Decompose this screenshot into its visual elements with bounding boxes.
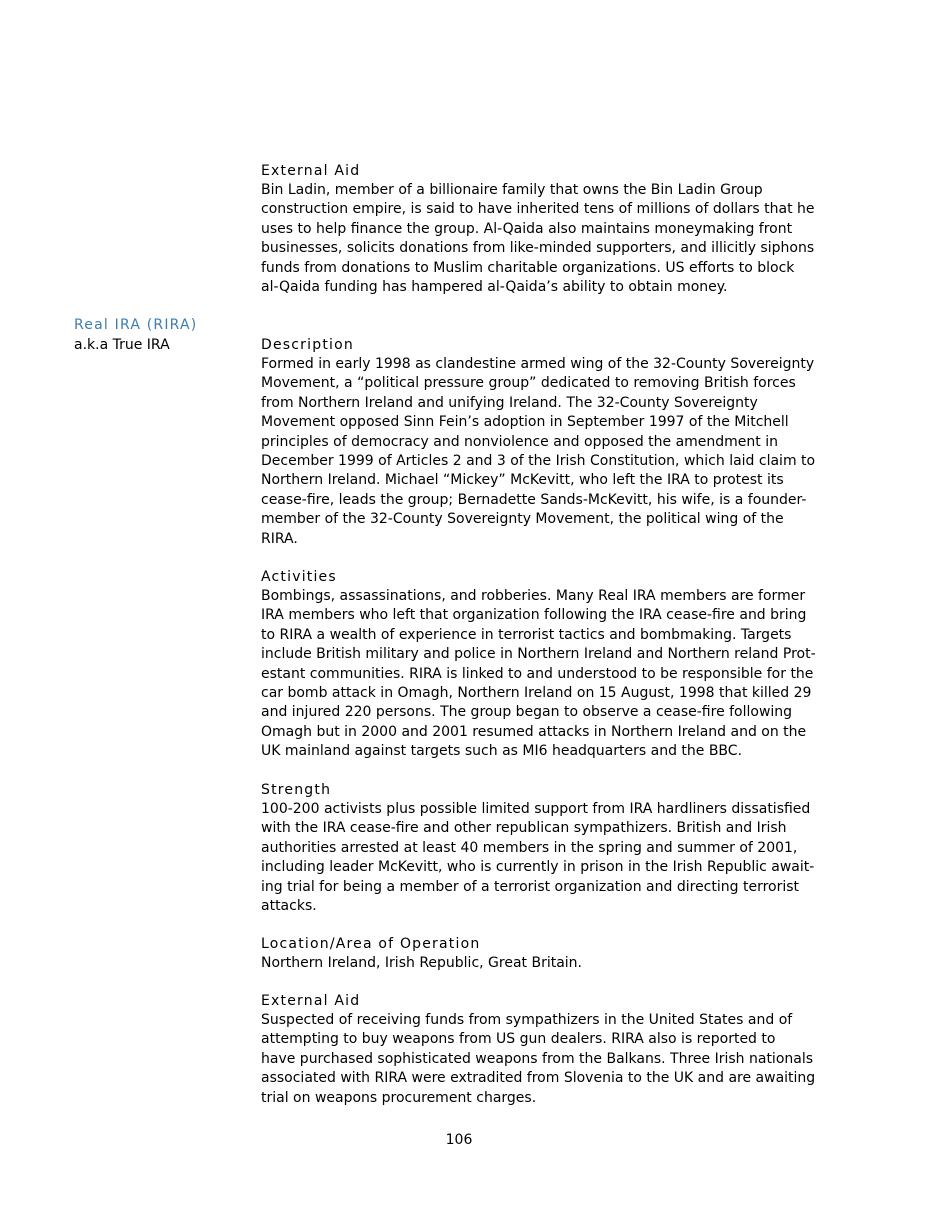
activities-body: Bombings, assassinations, and robberies. Many Real IRA members are former IRA members who left that organization following the IRA cease-fire and bring to RIRA a wealth of experience in terrorist tactics and bombmaking. Targets include British military and police in Northern Ireland and Northern reland Prot- estant communities. RIRA is linked to and understood to be responsible for the car bomb attack in Omagh, Northern Ireland on 15 August, 1998 that killed 29 and injured 220 persons. The group began to observe a cease-fire following Omagh but in 2000 and 2001 resumed attacks in Northern Ireland and on the UK mainland against targets such as MI6 headquarters and the BBC.: [261, 588, 816, 760]
strength-heading: Strength: [261, 782, 332, 798]
location-body: Northern Ireland, Irish Republic, Great Britain.: [261, 955, 583, 971]
al-qaida-external-aid-heading: External Aid: [261, 163, 361, 179]
al-qaida-external-aid-body: Bin Ladin, member of a billionaire family that owns the Bin Ladin Group construction empire, is said to have inherited tens of millions of dollars that he uses to help finance the group. Al-Qaida also maintains moneymaking front businesses, solicits donations from like-minded supporters, and illicitly siphons funds from donations to Muslim charitable organizations. US efforts to block al-Qaida funding has hampered al-Qaida’s ability to obtain money.: [261, 182, 815, 296]
description-heading: Description: [261, 337, 354, 353]
activities-heading: Activities: [261, 569, 337, 585]
strength-body: 100-200 activists plus possible limited support from IRA hardliners dissatisfied with the IRA cease-fire and other republican sympathizers. British and Irish authorities arrested at least 40 members in the spring and summer of 2001, including leader McKevitt, who is currently in prison in the Irish Republic await- ing trial for being a member of a terrorist organization and directing terrorist attacks.: [261, 801, 815, 915]
page-number: 106: [445, 1132, 473, 1148]
rira-external-aid-heading: External Aid: [261, 993, 361, 1009]
description-body: Formed in early 1998 as clandestine armed wing of the 32-County Sovereignty Movement, a “political pressure group” dedicated to removing British forces from Northern Ireland and unifying Ireland. The 32-County Sovereignty Movement opposed Sinn Fein’s adoption in September 1997 of the Mitchell principles of democracy and nonviolence and opposed the amendment in December 1999 of Articles 2 and 3 of the Irish Constitution, which laid claim to Northern Ireland. Michael “Mickey” McKevitt, who left the IRA to protest its cease-fire, leads the group; Bernadette Sands-McKevitt, his wife, is a founder- member of the 32-County Sovereignty Movement, the political wing of the RIRA.: [261, 356, 816, 547]
rira-external-aid-body: Suspected of receiving funds from sympathizers in the United States and of attempting to buy weapons from US gun dealers. RIRA also is reported to have purchased sophisticated weapons from the Balkans. Three Irish nationals associated with RIRA were extradited from Slovenia to the UK and are awaiting trial on weapons procurement charges.: [261, 1012, 816, 1106]
entry-title: Real IRA (RIRA): [74, 317, 198, 333]
location-heading: Location/Area of Operation: [261, 936, 481, 952]
entry-aka: a.k.a True IRA: [74, 337, 170, 353]
